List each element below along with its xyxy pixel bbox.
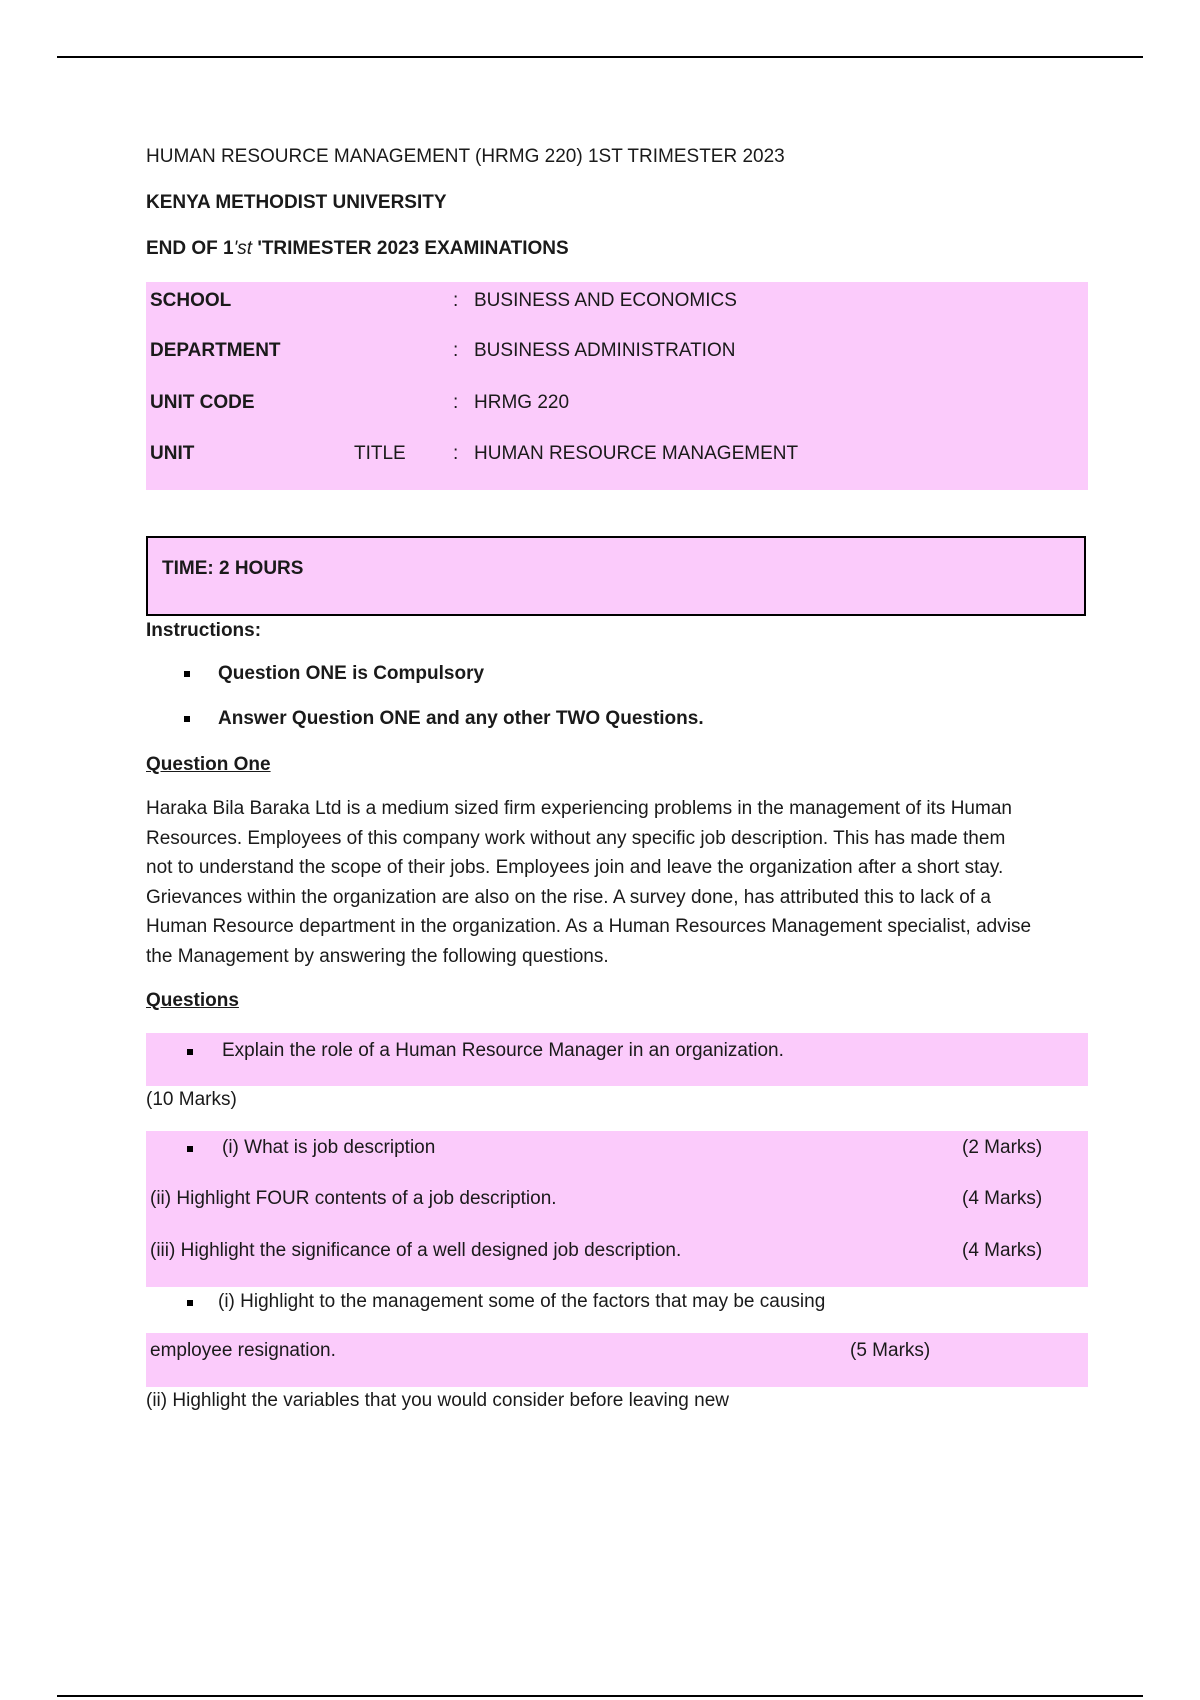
bullet-icon <box>187 1049 193 1055</box>
unit-code-label: UNIT CODE <box>150 392 255 413</box>
question-3-i: (i) Highlight to the management some of the factors that may be causing <box>218 1291 826 1312</box>
case-paragraph <box>146 794 1091 971</box>
paragraph-line: Resources. Employees of this company work without any specific job description. This has made them <box>146 827 1006 849</box>
questions-heading: Questions <box>146 990 239 1011</box>
bottom-rule <box>57 1695 1143 1697</box>
department-label: DEPARTMENT <box>150 340 281 361</box>
exam-title-sup: 'st <box>233 238 253 259</box>
question-3-i-cont: employee resignation. <box>150 1340 336 1361</box>
course-line: HUMAN RESOURCE MANAGEMENT (HRMG 220) 1ST TRIMESTER 2023 <box>146 146 785 167</box>
bullet-icon <box>187 1300 193 1306</box>
bullet-icon <box>187 1146 193 1152</box>
paragraph-line: not to understand the scope of their jobs. Employees join and leave the organization after a short stay. <box>146 857 1004 878</box>
question-2-i-marks: (2 Marks) <box>962 1137 1043 1158</box>
question-2-iii-marks: (4 Marks) <box>962 1240 1043 1261</box>
question-3-i-marks: (5 Marks) <box>850 1340 931 1361</box>
paragraph-line: Grievances within the organization are also on the rise. A survey done, has attributed this to lack of a <box>146 886 991 908</box>
top-rule <box>57 56 1143 58</box>
paragraph-line: the Management by answering the following questions. <box>146 945 609 967</box>
question-1-marks: (10 Marks) <box>146 1089 237 1110</box>
school-value: BUSINESS AND ECONOMICS <box>474 290 737 311</box>
question-2-iii: (iii) Highlight the significance of a well designed job description. <box>150 1240 682 1261</box>
question-2-ii: (ii) Highlight FOUR contents of a job description. <box>150 1188 557 1209</box>
bullet-icon <box>184 671 190 677</box>
exam-title <box>146 238 569 260</box>
bullet-icon <box>184 716 190 722</box>
instructions-heading: Instructions: <box>146 620 262 641</box>
time-box <box>146 536 1086 616</box>
unit-code-value: HRMG 220 <box>474 392 570 413</box>
question-one-heading: Question One <box>146 754 271 775</box>
exam-title-prefix: END OF 1 <box>146 238 234 259</box>
exam-title-suffix: 'TRIMESTER 2023 EXAMINATIONS <box>257 238 569 259</box>
paragraph-line: Haraka Bila Baraka Ltd is a medium sized firm experiencing problems in the management of its Human <box>146 798 1012 819</box>
time-label: TIME: 2 HOURS <box>162 558 304 579</box>
question-1: Explain the role of a Human Resource Manager in an organization. <box>222 1040 784 1061</box>
paragraph-line: Human Resource department in the organization. As a Human Resources Management specialist, advise <box>146 916 1032 937</box>
unit-title-value: HUMAN RESOURCE MANAGEMENT <box>474 443 799 464</box>
unit-title-label: TITLE <box>354 443 406 464</box>
question-2-ii-marks: (4 Marks) <box>962 1188 1043 1209</box>
department-value: BUSINESS ADMINISTRATION <box>474 340 736 361</box>
colon: : <box>453 340 459 361</box>
university-name: KENYA METHODIST UNIVERSITY <box>146 192 447 213</box>
instruction-item: Answer Question ONE and any other TWO Questions. <box>218 708 704 729</box>
colon: : <box>453 443 459 464</box>
school-label: SCHOOL <box>150 290 232 311</box>
colon: : <box>453 392 459 413</box>
question-2-i: (i) What is job description <box>222 1137 436 1158</box>
instruction-item: Question ONE is Compulsory <box>218 663 485 684</box>
unit-label: UNIT <box>150 443 195 464</box>
question-3-ii: (ii) Highlight the variables that you would consider before leaving new <box>146 1390 729 1411</box>
colon: : <box>453 290 459 311</box>
